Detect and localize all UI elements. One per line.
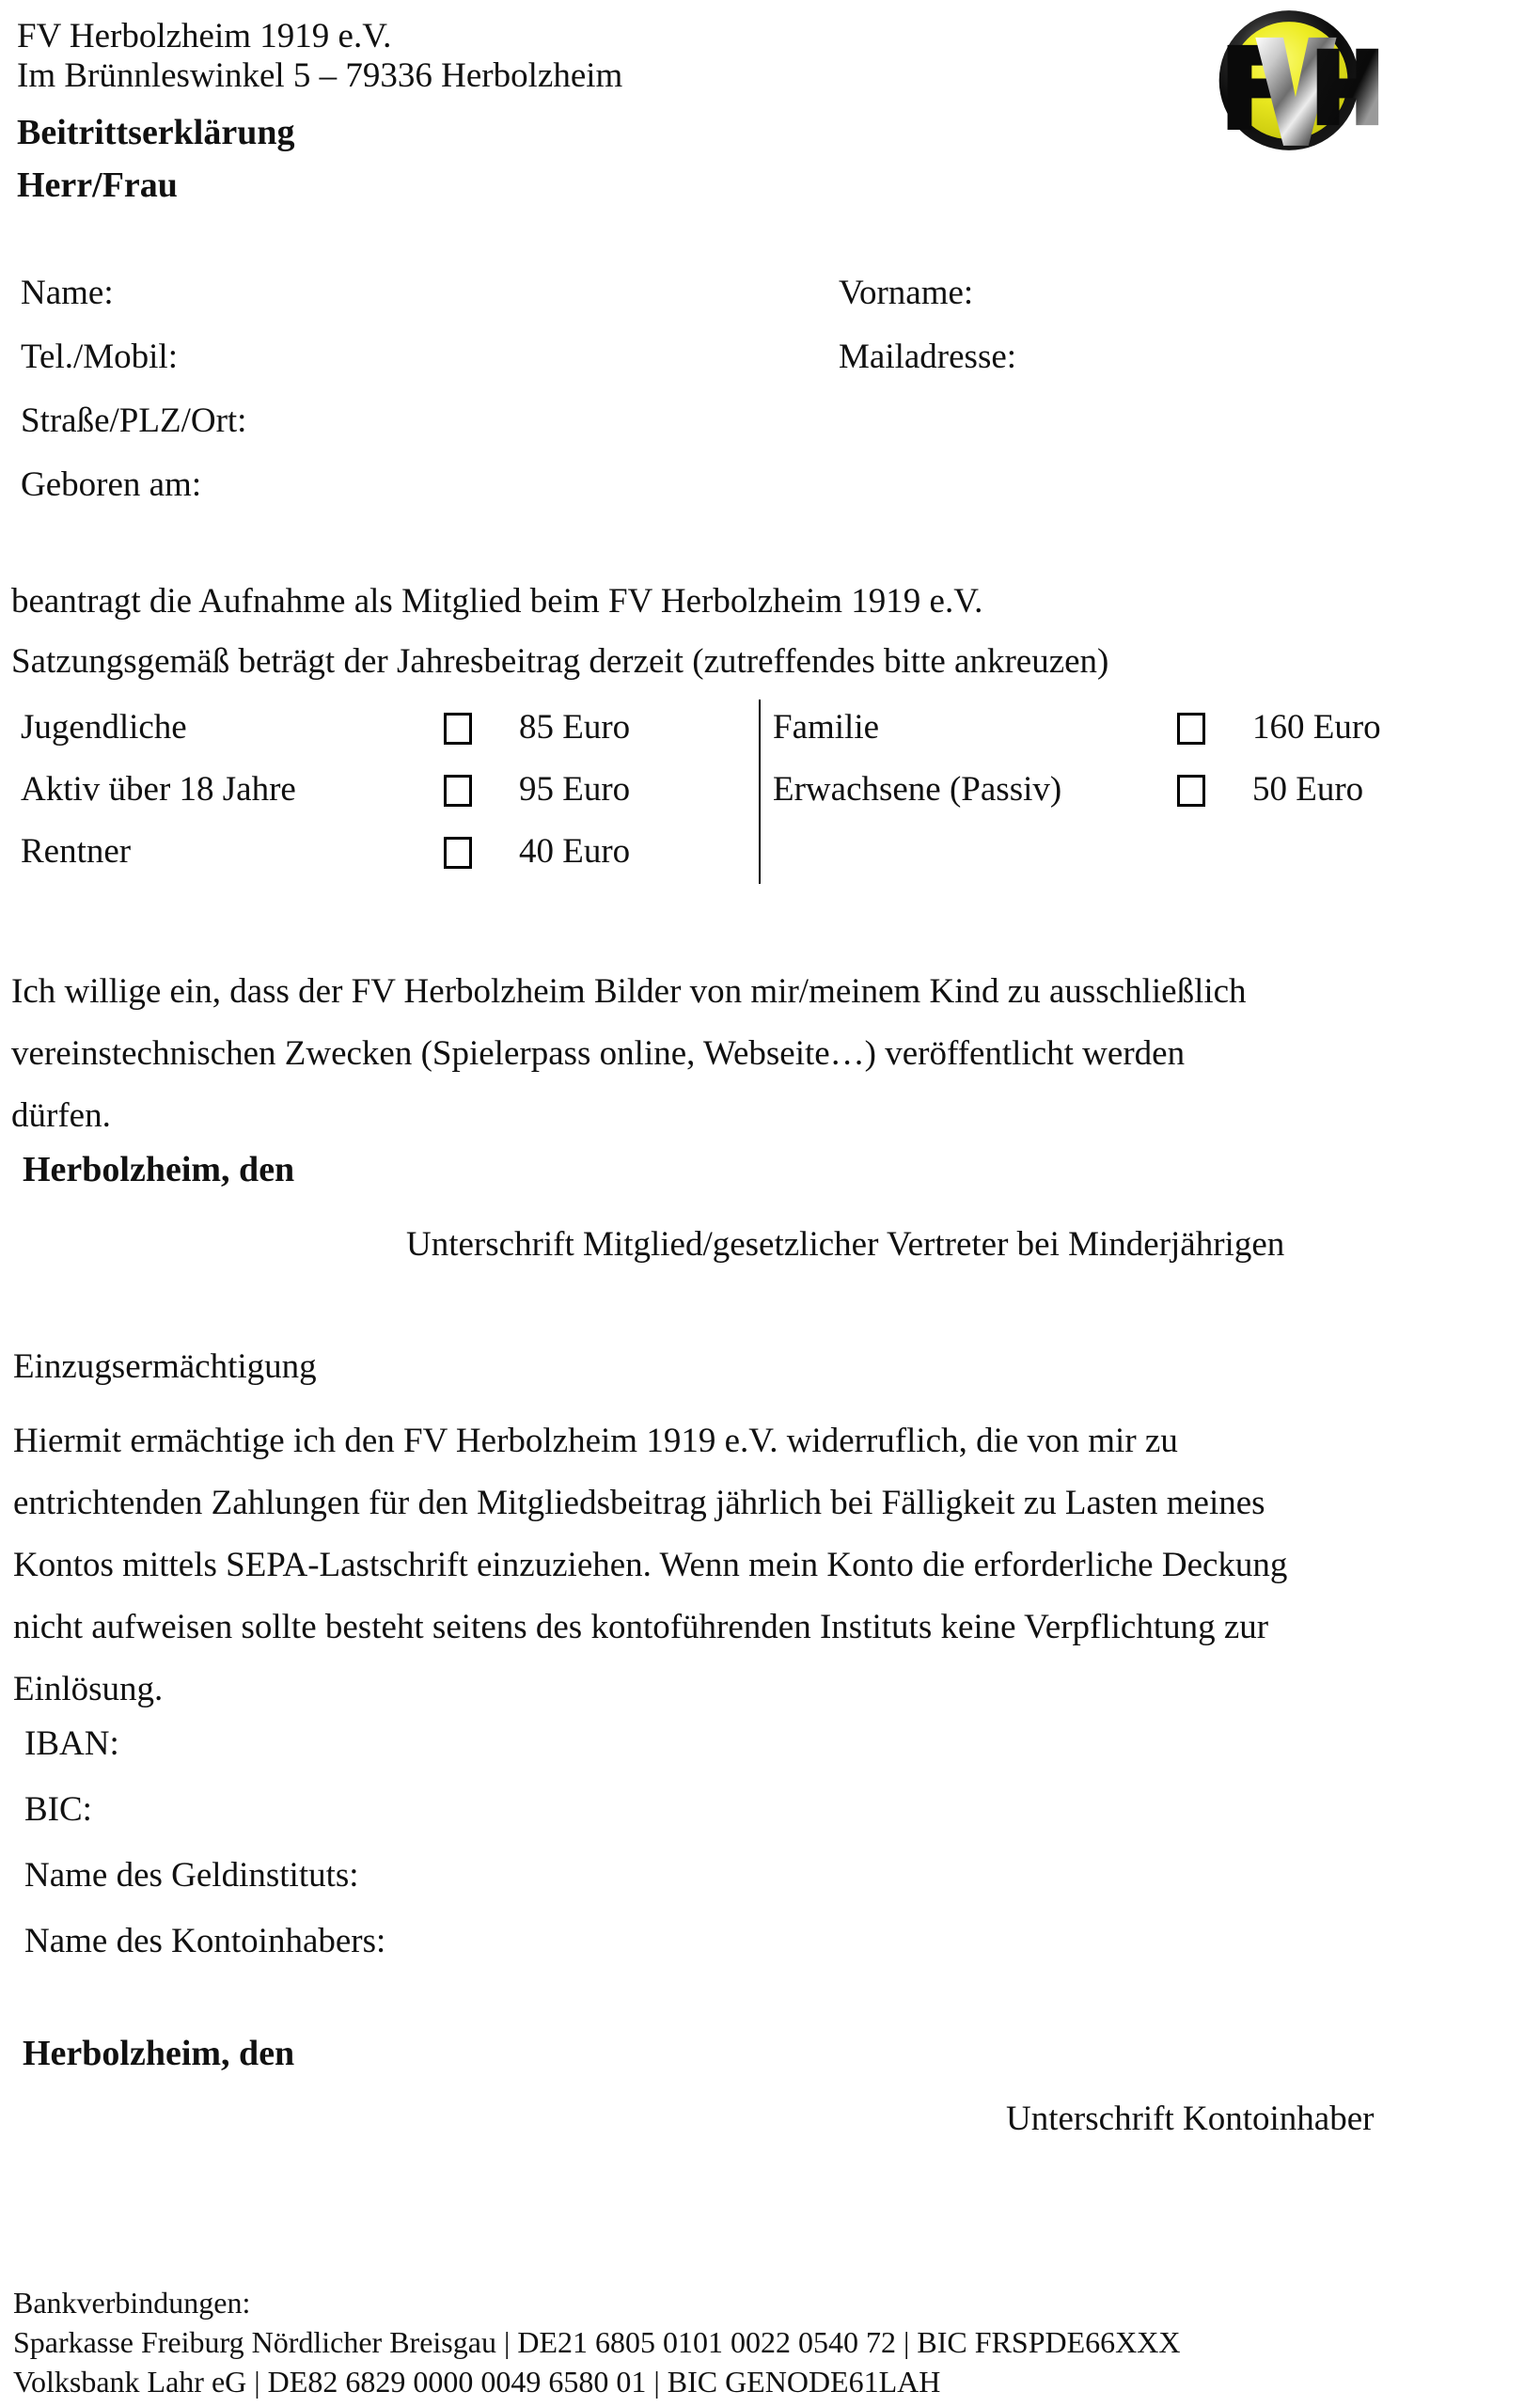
fee-column-left <box>21 703 716 889</box>
strasse-plz-ort-label: Straße/PLZ/Ort: <box>21 401 247 440</box>
application-statement-line-1: beantragt die Aufnahme als Mitglied beim FV Herbolzheim 1919 e.V. <box>11 582 983 621</box>
fee-option-rentner[interactable] <box>21 827 716 889</box>
bankverbindungen-heading: Bankverbindungen: <box>13 2286 251 2320</box>
direct-debit-line-1: Hiermit ermächtige ich den FV Herbolzheim 1919 e.V. widerruflich, die von mir zu <box>13 1422 1178 1460</box>
direct-debit-line-3: Kontos mittels SEPA-Lastschrift einzuziehen. Wenn mein Konto die erforderliche Deckung <box>13 1546 1288 1584</box>
document-header <box>17 17 622 205</box>
account-holder-signature-caption: Unterschrift Kontoinhaber <box>1006 2100 1375 2138</box>
fee-column-divider <box>759 700 761 884</box>
fee-option-label: Jugendliche <box>21 708 187 747</box>
page-title: Beitrittserklärung <box>17 113 295 152</box>
direct-debit-heading: Einzugsermächtigung <box>13 1347 317 1386</box>
fee-option-label: Familie <box>773 708 880 747</box>
field-row <box>21 464 1487 528</box>
fee-option-checkbox[interactable] <box>444 837 472 869</box>
fee-option-amount: 95 Euro <box>519 770 631 809</box>
field-row <box>21 273 1487 337</box>
photo-consent-line-1: Ich willige ein, dass der FV Herbolzheim Bilder von mir/meinem Kind zu ausschließlich <box>11 972 1247 1011</box>
member-signature-caption: Unterschrift Mitglied/gesetzlicher Vertreter bei Minderjährigen <box>406 1225 1285 1264</box>
fee-option-checkbox[interactable] <box>1177 775 1205 807</box>
kontoinhaber-name-label: Name des Kontoinhabers: <box>24 1922 386 1960</box>
fee-option-label: Rentner <box>21 832 132 871</box>
direct-debit-paragraph <box>13 1410 1517 1721</box>
fvh-club-logo <box>1186 8 1391 153</box>
direct-debit-line-4: nicht aufweisen sollte besteht seitens des kontoführenden Instituts keine Verpflichtung zur <box>13 1608 1269 1646</box>
fee-option-amount: 50 Euro <box>1252 770 1364 809</box>
organization-name: FV Herbolzheim 1919 e.V. <box>17 17 392 55</box>
geburtsdatum-label: Geboren am: <box>21 465 202 504</box>
fee-option-familie[interactable] <box>773 703 1487 765</box>
bic-label: BIC: <box>24 1790 92 1829</box>
account-holder-signature-place-date: Herbolzheim, den <box>23 2034 295 2073</box>
name-label: Name: <box>21 274 114 312</box>
fee-option-amount: 40 Euro <box>519 832 631 871</box>
fee-option-checkbox[interactable] <box>1177 713 1205 745</box>
iban-label: IBAN: <box>24 1724 119 1763</box>
salutation-label: Herr/Frau <box>17 165 178 205</box>
application-statement <box>11 583 1516 703</box>
fee-option-amount: 85 Euro <box>519 708 631 747</box>
photo-consent-paragraph <box>11 961 1516 1147</box>
bank-detail-sparkasse: Sparkasse Freiburg Nördlicher Breisgau | DE21 6805 0101 0022 0540 72 | BIC FRSPDE66XXX <box>13 2325 1181 2359</box>
vorname-label: Vorname: <box>839 274 974 312</box>
fee-option-amount: 160 Euro <box>1252 708 1381 747</box>
direct-debit-line-5: Einlösung. <box>13 1670 164 1708</box>
bank-account-fields <box>24 1711 385 1974</box>
geldinstitut-label: Name des Geldinstituts: <box>24 1856 359 1895</box>
fee-option-aktiv-ueber-18[interactable] <box>21 765 716 827</box>
fee-option-checkbox[interactable] <box>444 713 472 745</box>
direct-debit-line-2: entrichtenden Zahlungen für den Mitgliedsbeitrag jährlich bei Fälligkeit zu Lasten meines <box>13 1484 1265 1522</box>
photo-consent-line-3: dürfen. <box>11 1096 111 1135</box>
photo-consent-line-2: vereinstechnischen Zwecken (Spielerpass online, Webseite…) veröffentlicht werden <box>11 1034 1186 1073</box>
fee-option-checkbox[interactable] <box>444 775 472 807</box>
field-row <box>21 337 1487 401</box>
member-signature-place-date: Herbolzheim, den <box>23 1150 295 1189</box>
fee-column-right <box>773 703 1487 827</box>
fee-option-label: Aktiv über 18 Jahre <box>21 770 296 809</box>
organization-address: Im Brünnleswinkel 5 – 79336 Herbolzheim <box>17 56 623 95</box>
field-row <box>21 401 1487 464</box>
fee-option-jugendliche[interactable] <box>21 703 716 765</box>
bank-detail-volksbank: Volksbank Lahr eG | DE82 6829 0000 0049 6580 01 | BIC GENODE61LAH <box>13 2365 941 2399</box>
personal-data-fields <box>21 273 1487 528</box>
footer-bank-details <box>13 2283 1527 2401</box>
fee-option-label: Erwachsene (Passiv) <box>773 770 1062 809</box>
fee-option-erwachsene-passiv[interactable] <box>773 765 1487 827</box>
membership-fee-options <box>21 703 1487 873</box>
application-statement-line-2: Satzungsgemäß beträgt der Jahresbeitrag derzeit (zutreffendes bitte ankreuzen) <box>11 642 1109 681</box>
telefon-label: Tel./Mobil: <box>21 338 178 376</box>
mailadresse-label: Mailadresse: <box>839 338 1017 376</box>
